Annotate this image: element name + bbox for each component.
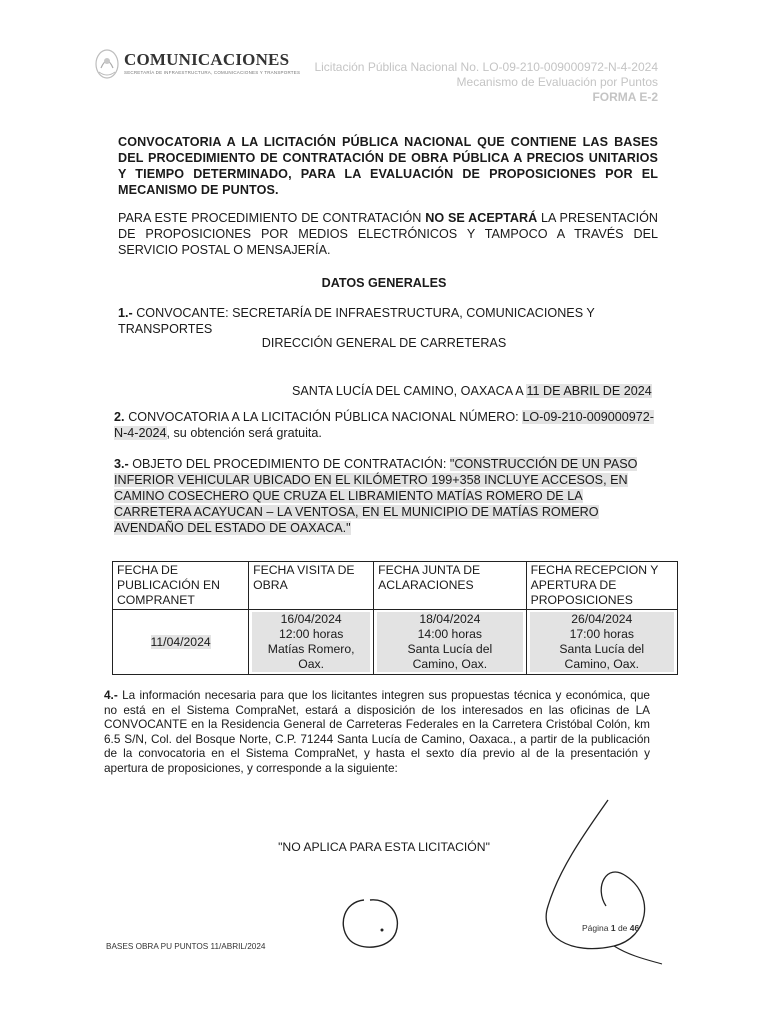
ministry-logo-subtitle: SECRETARÍA DE INFRAESTRUCTURA, COMUNICACIONES Y TRANSPORTES bbox=[124, 70, 301, 75]
key-dates-table bbox=[112, 561, 678, 675]
item-tender-number bbox=[114, 409, 654, 441]
header-publication-date: FECHA DE PUBLICACIÓN EN COMPRANET bbox=[113, 562, 249, 610]
notice-text: PARA ESTE PROCEDIMIENTO DE CONTRATACIÓN bbox=[118, 211, 426, 225]
item-number: 4.- bbox=[104, 688, 118, 702]
publication-date: 11/04/2024 bbox=[113, 610, 249, 675]
table-header-row bbox=[113, 562, 678, 610]
header-evaluation-mechanism: Mecanismo de Evaluación por Puntos bbox=[456, 75, 658, 89]
header-site-visit-date: FECHA VISITA DE OBRA bbox=[249, 562, 374, 610]
directorate-name: DIRECCIÓN GENERAL DE CARRETERAS bbox=[261, 336, 507, 350]
notice-emphasis: NO SE ACEPTARÁ bbox=[425, 211, 538, 225]
tender-number: LO-09-210-009000972-N-4-2024 bbox=[114, 410, 654, 440]
item-text: La información necesaria para que los licitantes integren sus propuestas técnica y económica, que no está en el Sistema CompraNet, estará a disposición de los interesados en las oficinas de LA CONVOCANTE en la Residencia General de Carreteras Federales en la Carretera Cristóbal Colón, km 6.5 S/N, Col. del Bosque Norte, C.P. 71244 Santa Lucía de Camino, Oaxaca., a partir de la publicación de la convocatoria en el Sistema CompraNet, y hasta el sexto día previo al de la presentación y apertura de proposiciones, y corresponde a la siguiente: bbox=[104, 688, 650, 775]
place-and-date bbox=[292, 384, 652, 398]
issue-date: 11 DE ABRIL DE 2024 bbox=[526, 384, 652, 398]
item-convocante bbox=[118, 305, 638, 337]
item-text: CONVOCATORIA A LA LICITACIÓN PÚBLICA NACIONAL NÚMERO: bbox=[124, 410, 523, 424]
coat-of-arms-logo bbox=[94, 48, 120, 80]
item-procedure-object bbox=[114, 456, 650, 536]
site-visit-date: 16/04/2024 12:00 horas Matías Romero, Oax. bbox=[249, 610, 374, 675]
not-applicable-note: "NO APLICA PARA ESTA LICITACIÓN" bbox=[278, 840, 490, 854]
footer-document-reference: BASES OBRA PU PUNTOS 11/ABRIL/2024 bbox=[106, 942, 266, 951]
notice-text-end: LA PRESENTACIÓN DE PROPOSICIONES POR MEDIOS ELECTRÓNICOS Y TAMPOCO A TRAVÉS DEL SERVICIO POSTAL O MENSAJERÍA. bbox=[118, 211, 658, 257]
table-row bbox=[113, 610, 678, 675]
item-information-availability bbox=[104, 688, 650, 775]
place: SANTA LUCÍA DEL CAMINO, OAXACA A bbox=[292, 384, 527, 398]
header-tender-number: Licitación Pública Nacional No. LO-09-210-009000972-N-4-2024 bbox=[314, 60, 658, 74]
header-clarifications-date: FECHA JUNTA DE ACLARACIONES bbox=[374, 562, 526, 610]
reception-date: 26/04/2024 17:00 horas Santa Lucía del Camino, Oax. bbox=[526, 610, 677, 675]
submission-notice bbox=[118, 210, 658, 258]
item-text: CONVOCANTE: SECRETARÍA DE INFRAESTRUCTURA, COMUNICACIONES Y TRANSPORTES bbox=[118, 306, 595, 336]
item-text-end: , su obtención será gratuita. bbox=[166, 426, 322, 440]
clarifications-date: 18/04/2024 14:00 horas Santa Lucía del Camino, Oax. bbox=[374, 610, 526, 675]
document-title: CONVOCATORIA A LA LICITACIÓN PÚBLICA NACIONAL QUE CONTIENE LAS BASES DEL PROCEDIMIENTO DE CONTRATACIÓN DE OBRA PÚBLICA A PRECIOS UNITARIOS Y TIEMPO DETERMINADO, PARA LA EVALUACIÓN DE PROPOSICIONES POR EL MECANISMO DE PUNTOS. bbox=[118, 135, 658, 197]
procedure-object: "CONSTRUCCIÓN DE UN PASO INFERIOR VEHICULAR UBICADO EN EL KILÓMETRO 199+358 INCLUYE ACCESOS, EN CAMINO COSECHERO QUE CRUZA EL LIBRAMIENTO MATÍAS ROMERO DE LA CARRETERA ACAYUCAN – LA VENTOSA, EN EL MUNICIPIO DE MATÍAS ROMERO AVENDAÑO DEL ESTADO DE OAXACA." bbox=[114, 457, 638, 535]
header-form-code: FORMA E-2 bbox=[592, 90, 658, 104]
initial-signature-mark bbox=[330, 890, 420, 954]
item-number: 1.- bbox=[118, 306, 133, 320]
handwritten-signature bbox=[530, 796, 670, 966]
section-heading: DATOS GENERALES bbox=[321, 276, 447, 290]
item-number: 3.- bbox=[114, 457, 129, 471]
ministry-logo-text: COMUNICACIONES bbox=[124, 50, 290, 69]
page-number: Página 1 de 46 bbox=[582, 923, 640, 933]
item-text: OBJETO DEL PROCEDIMIENTO DE CONTRATACIÓN: bbox=[128, 457, 450, 471]
header-reception-date: FECHA RECEPCION Y APERTURA DE PROPOSICIONES bbox=[526, 562, 677, 610]
item-number: 2. bbox=[114, 410, 125, 424]
